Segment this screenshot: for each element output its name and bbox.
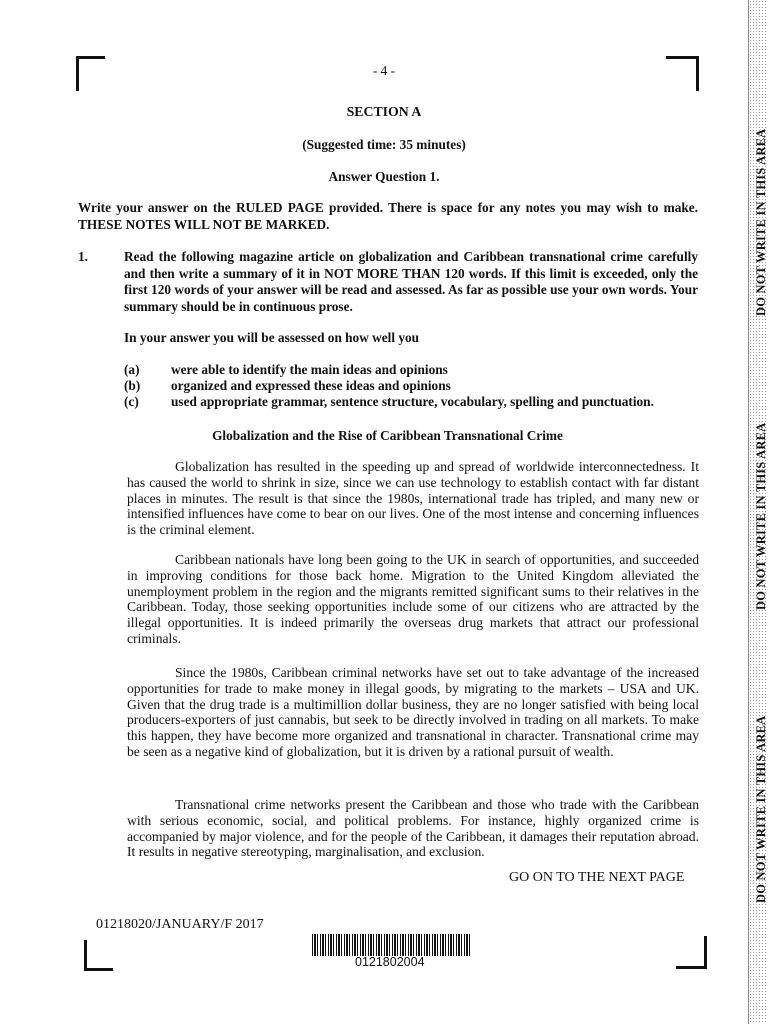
question-number: 1.: [78, 249, 88, 264]
criterion-a-text: were able to identify the main ideas and opinions: [171, 362, 448, 377]
criterion-a-label: (a): [124, 362, 140, 377]
barcode-number: 0121802004: [355, 955, 425, 969]
corner-mark-bottom-right: [676, 936, 707, 969]
article-paragraph: Caribbean nationals have long been going to the UK in search of opportunities, and succeeded in improving conditions for those back home. Migration to the United Kingdom alleviated the unemployment problem in the region and the migrants remitted significant sums to their relatives in the Caribbean. Today, those seeking opportunities include some of our citizens who are attracted by the illegal opportunities. It is indeed primarily the overseas drug markets that attract our professional criminals.: [127, 552, 699, 646]
barcode: [312, 934, 472, 956]
assessment-intro: In your answer you will be assessed on how well you: [124, 330, 420, 345]
article-paragraph: Since the 1980s, Caribbean criminal networks have set out to take advantage of the increased opportunities for trade to make money in illegal goods, by migrating to the markets – USA and UK. Given that the drug trade is a multimillion dollar business, they are no longer satisfied with being local producers-exporters of just cannabis, but seek to be directly involved in trading on all markets. To make this happen, they have become more organized and transnational in character. Transnational crime may be seen as a negative kind of globalization, but it is driven by a rational pursuit of wealth.: [127, 665, 699, 759]
article-title: Globalization and the Rise of Caribbean Transnational Crime: [212, 428, 563, 443]
section-title: SECTION A: [346, 104, 422, 119]
criterion-b-text: organized and expressed these ideas and opinions: [171, 378, 451, 393]
corner-mark-bottom-left: [84, 940, 113, 971]
article-paragraph: Globalization has resulted in the speeding up and spread of worldwide interconnectedness. It has caused the world to shrink in size, since we can use technology to establish contact with far distant places in minutes. The result is that since the 1980s, international trade has tripled, and many new or intensified influences have come to bear on our lives. One of the most intense and concerning influences is the criminal element.: [127, 459, 699, 538]
question-text: Read the following magazine article on globalization and Caribbean transnational crime carefully and then write a summary of it in NOT MORE THAN 120 words. If this limit is exceeded, only the first 120 words of your answer will be read and assessed. As far as possible use your own words. Your summary should be in continuous prose.: [124, 249, 698, 314]
article-paragraph: Transnational crime networks present the Caribbean and those who trade with the Caribbean with serious economic, social, and political problems. For instance, highly organized crime is accompanied by major violence, and for the people of the Caribbean, it damages their reputation abroad. It results in negative stereotyping, marginalisation, and exclusion.: [127, 797, 699, 860]
page-number: - 4 -: [372, 63, 396, 78]
criterion-b-label: (b): [124, 378, 141, 393]
suggested-time: (Suggested time: 35 minutes): [302, 137, 466, 152]
general-instruction: Write your answer on the RULED PAGE provided. There is space for any notes you may wish to make. THESE NOTES WILL NOT BE MARKED.: [78, 200, 698, 232]
criterion-c-label: (c): [124, 394, 139, 409]
paper-code: 01218020/JANUARY/F 2017: [96, 917, 264, 932]
criterion-c-text: used appropriate grammar, sentence structure, vocabulary, spelling and punctuation.: [171, 394, 654, 409]
go-on-notice: GO ON TO THE NEXT PAGE: [509, 870, 685, 885]
answer-instruction: Answer Question 1.: [328, 169, 440, 184]
